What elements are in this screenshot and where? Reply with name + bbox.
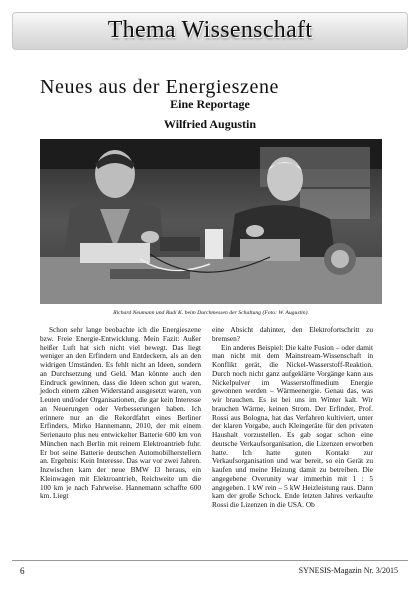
- photo-caption: Richard Neumann und Rudi K. beim Durchmessen der Schaltung (Foto: W. Augustin).: [113, 310, 309, 316]
- section-banner: [12, 12, 408, 50]
- article-column-left: [40, 326, 201, 501]
- article-subtitle: Eine Reportage: [170, 97, 250, 111]
- article-photo: [40, 139, 382, 304]
- article-author: Wilfried Augustin: [163, 117, 257, 131]
- publication-reference: SYNESIS-Magazin Nr. 3/2015: [298, 566, 398, 575]
- section-title: Thema Wissenschaft: [107, 17, 313, 43]
- article-column-right: [212, 326, 373, 510]
- page-number: 6: [20, 566, 25, 576]
- article-headline: Neues aus der Energieszene: [40, 76, 280, 98]
- paragraph: eine Absicht dahinter, den Elektrofortschritt zu bremsen?: [212, 325, 373, 343]
- paragraph: Schon sehr lange beobachte ich die Energieszene bzw. Freie Energie-Entwicklung. Mein Fazit: Außer heißer Luft hat sich nicht viel bewegt. Das liegt weniger an den Erfindern und Entdeckern, als an den widrigen Umständen. Es fehlt nicht an Ideen, sondern an Durchsetzung und Geld. Man könnte auch den Eindruck gewinnen, dass die Ideen schon gut waren, jedoch einem zähen Widerstand ausgesetzt waren, von Leuten und/oder Organisationen, die gar kein Interesse an Neuerungen oder Verbesserungen haben. Ich erinnere nur an die Rekordfahrt eines Berliner Erfinders, Mirko Hannemann, 2010, der mit einem Serienauto plus neu entwickelter Batterie 600 km von München nach Berlin mit reinem Elektroantrieb fuhr. Er bot seine Batterie deutschen Automobilherstellern an. Ergebnis: Kein Interesse. Das war vor zwei Jahren. Inzwischen kam der neue BMW I3 heraus, ein Kleinwagen mit Elektroantrieb, Reichweite um die 100 km je nach Fahrweise. Hannemann schaffte 600 km. Liegt: [40, 325, 201, 501]
- paragraph: Ein anderes Beispiel: Die kalte Fusion – oder damit man nicht mit dem Mainstream-Wissenschaft in Konflikt gerät, die Nickel-Wasserstoff-Reaktion. Durch noch nicht ganz aufgeklärte Vorgänge kann aus Nickelpulver im Wasserstoffmedium Energie gewonnen werden – Wärmeenergie. Genau das, was wir brauchen. Es ist bei uns im Winter kalt. Wir brauchen Wärme, keinen Strom. Der Erfinder, Prof. Rossi aus Bologna, hat das Verfahren kultiviert, unter der klaren Vorgabe, auch Kleingeräte für den privaten Haushalt vorzustellen. Es gab sogar schon eine deutsche Verkaufsorganisation, die Lizenzen erworben hatte. Ich hatte guten Kontakt zur Verkaufsorganisation und war bereit, so ein Gerät zu kaufen und meine Heizung damit zu betreiben. Die angegebene Overunity war immerhin mit 1 : 5 angegeben. 1 kW rein – 5 kW Heizleistung raus. Dann kam der große Schock. Ende letzten Jahres verkaufte Rossi die Lizenzen in die USA. Ob: [212, 342, 373, 509]
- footer-divider: [12, 560, 408, 561]
